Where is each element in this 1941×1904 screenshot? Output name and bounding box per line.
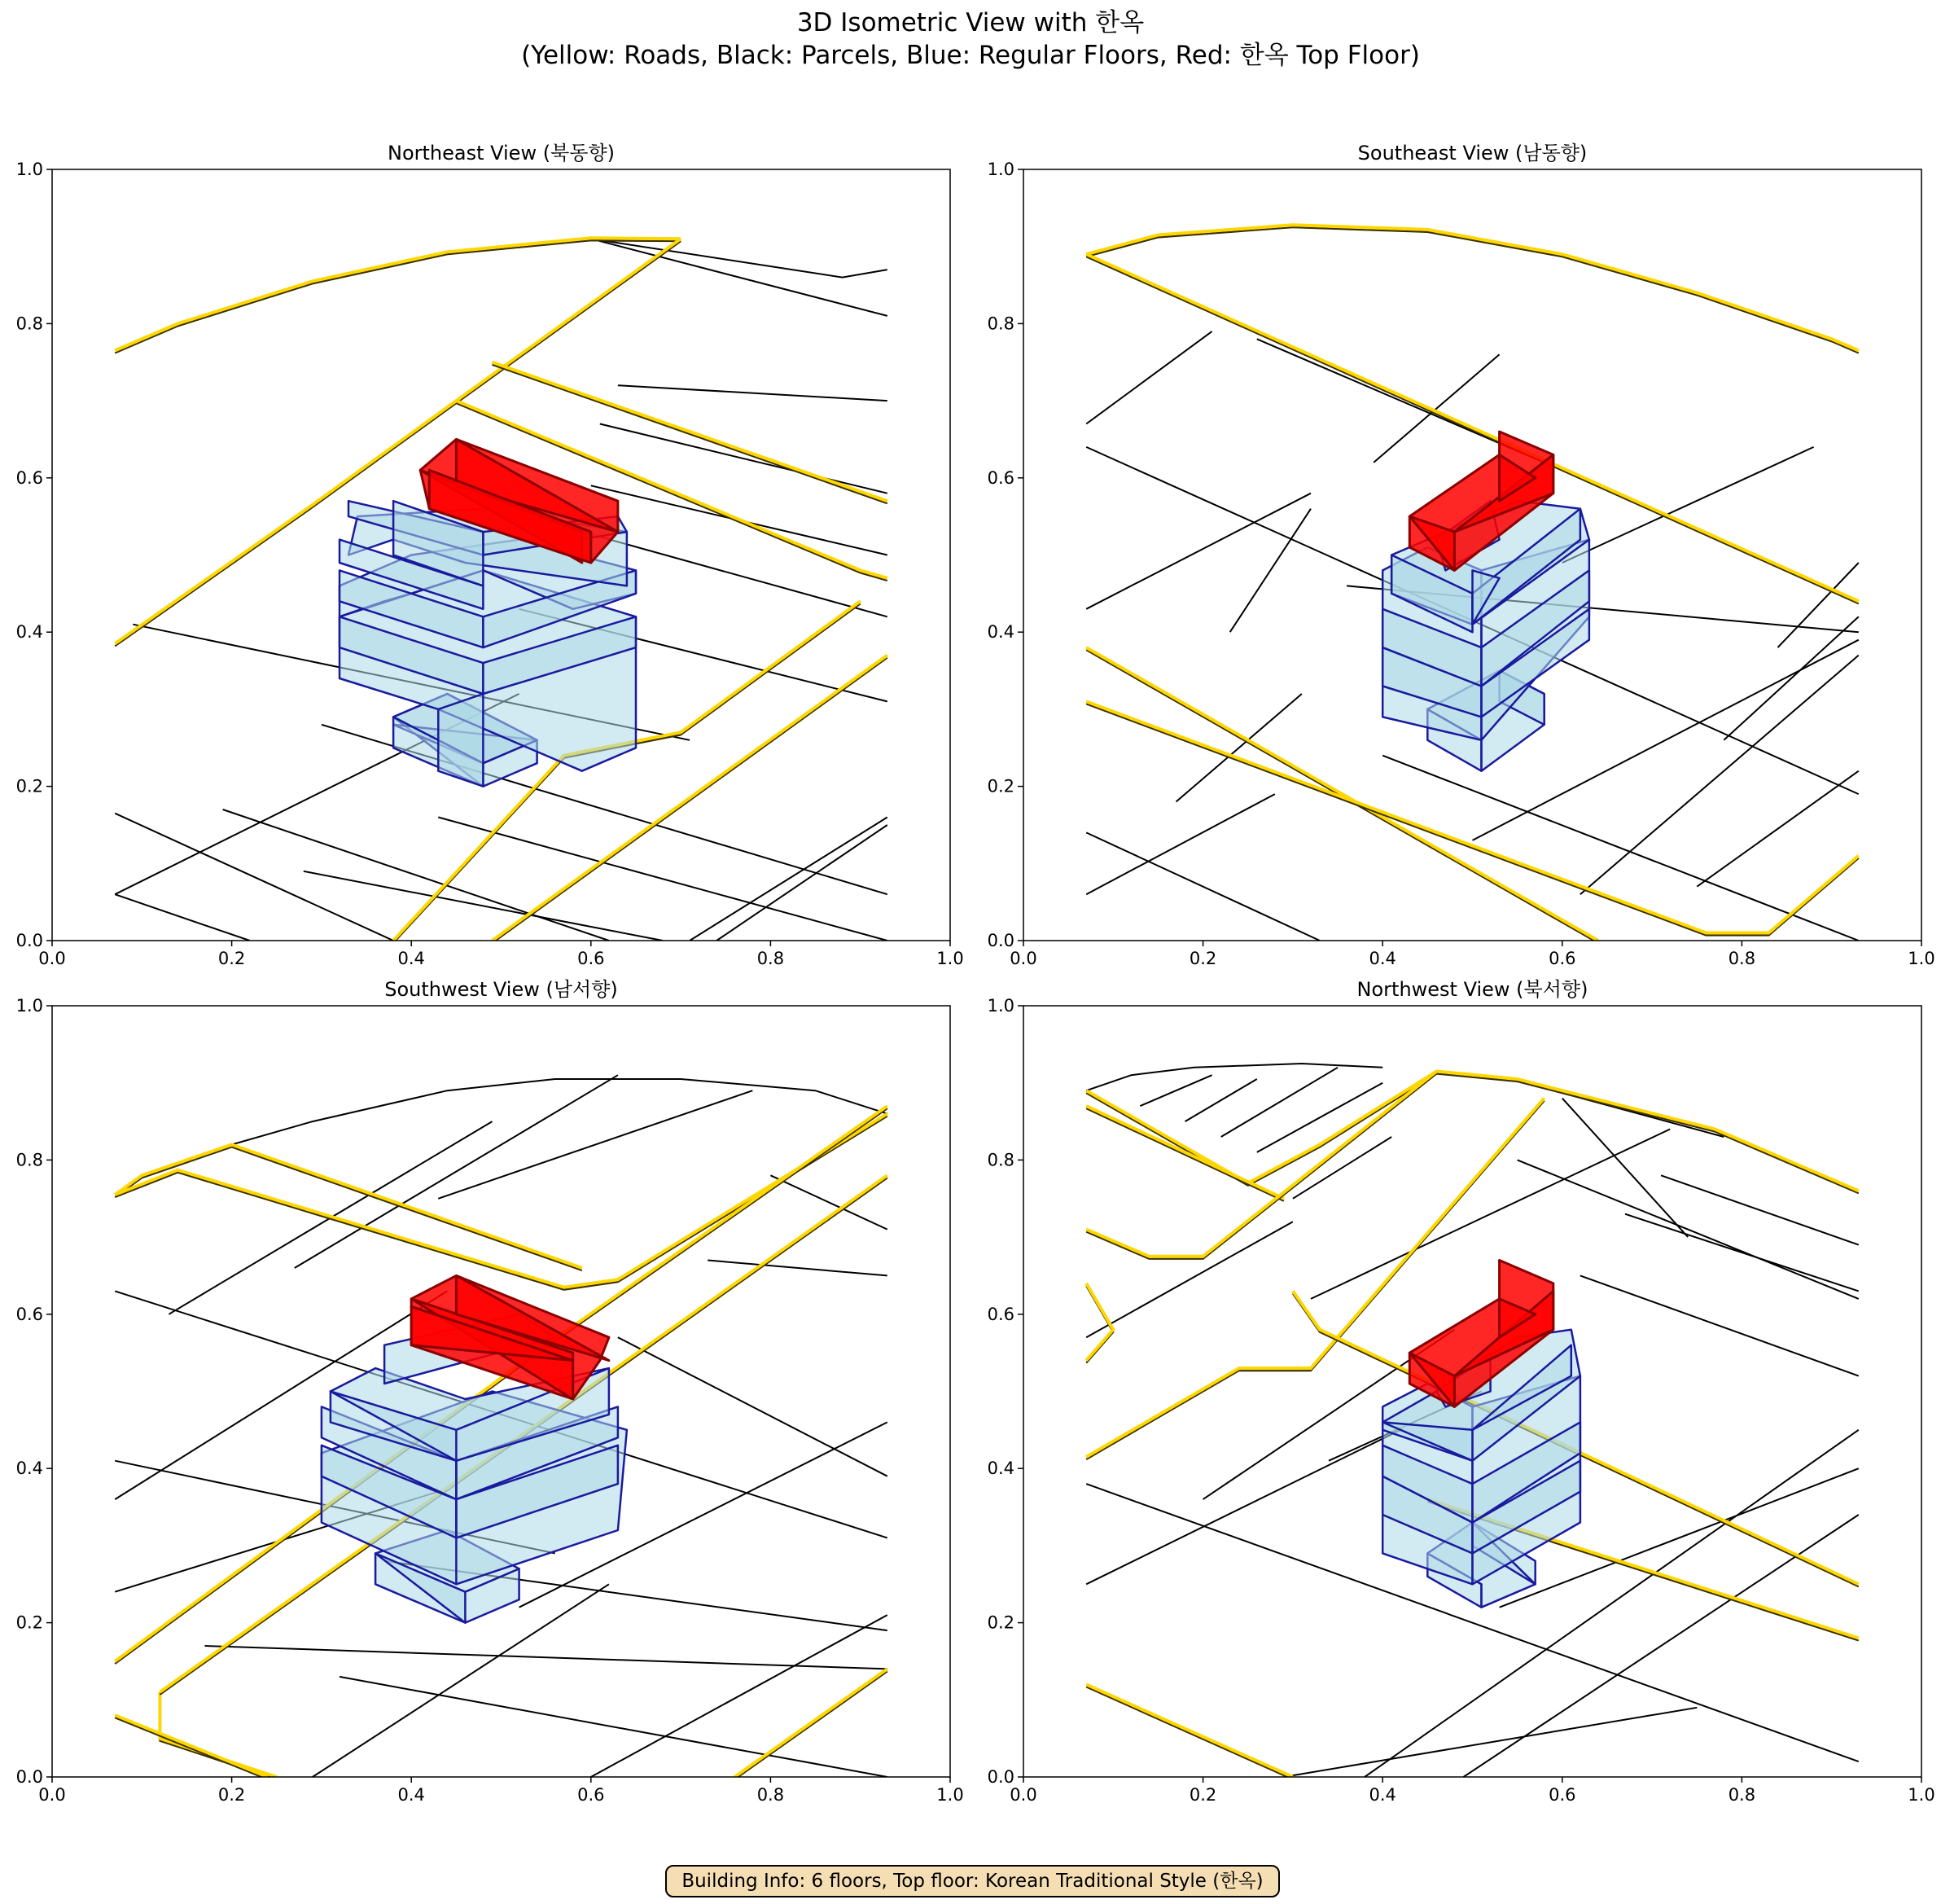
x-tick-label: 1.0	[936, 1785, 964, 1805]
x-tick-label: 0.6	[1549, 949, 1576, 968]
road-line	[1086, 1684, 1293, 1777]
road-line	[1086, 1072, 1859, 1191]
parcel-line	[1580, 1275, 1859, 1375]
y-tick-label: 0.4	[987, 622, 1014, 643]
parcel-line	[1086, 1222, 1293, 1337]
y-tick-label: 0.4	[15, 1459, 43, 1479]
parcel-line	[1086, 1430, 1400, 1585]
y-tick-label: 0.8	[987, 314, 1014, 334]
y-tick-label: 0.6	[15, 1304, 43, 1324]
y-tick-label: 0.4	[987, 1459, 1014, 1479]
parcel-line	[438, 1090, 752, 1199]
y-tick-label: 1.0	[987, 996, 1014, 1016]
parcel-line	[304, 871, 663, 941]
road-edge-line	[1086, 227, 1859, 353]
figure-title-line2: (Yellow: Roads, Black: Parcels, Blue: Regular Floors, Red: 한옥 Top Floor)	[521, 41, 1420, 70]
parcel-line	[618, 385, 887, 401]
parcel-line	[1374, 354, 1499, 463]
y-tick-label: 1.0	[15, 160, 43, 179]
x-tick-label: 0.8	[756, 949, 785, 968]
figure-title-line1: 3D Isometric View with 한옥	[796, 8, 1145, 37]
parcel-line	[618, 1337, 887, 1476]
x-tick-label: 0.8	[756, 1785, 785, 1805]
y-tick-label: 0.2	[15, 776, 43, 796]
x-tick-label: 1.0	[1908, 1785, 1935, 1805]
road-edge-line	[1086, 1074, 1859, 1194]
parcel-line	[591, 1615, 887, 1777]
panel-southwest-view	[16, 978, 964, 1805]
y-tick-label: 0.8	[987, 1150, 1014, 1170]
road-line	[1086, 1283, 1113, 1361]
x-tick-label: 0.2	[217, 949, 246, 968]
parcel-line	[1086, 494, 1311, 609]
panel-title: Northwest View (북서향)	[1356, 978, 1588, 1001]
panel-northwest-view	[988, 978, 1935, 1805]
x-tick-label: 0.6	[577, 949, 605, 968]
y-tick-label: 0.8	[15, 314, 43, 334]
x-tick-label: 1.0	[936, 949, 964, 968]
parcel-line	[1382, 756, 1859, 941]
x-tick-label: 0.6	[577, 1785, 605, 1805]
parcel-line	[1697, 771, 1859, 887]
road-edge-line	[160, 1695, 276, 1779]
road-edge-line	[1086, 1074, 1436, 1259]
road-line	[160, 1692, 276, 1777]
parcel-line	[1086, 1064, 1382, 1090]
x-tick-label: 0.2	[217, 1785, 246, 1805]
parcel-line	[1086, 794, 1275, 894]
y-tick-label: 0.6	[15, 467, 43, 488]
y-tick-label: 1.0	[987, 160, 1014, 179]
road-edge-line	[115, 1117, 887, 1290]
parcel-line	[295, 1075, 618, 1268]
x-tick-label: 0.0	[1010, 1785, 1037, 1805]
x-tick-label: 0.6	[1549, 1785, 1576, 1805]
x-tick-label: 0.0	[1010, 949, 1037, 968]
x-tick-label: 0.8	[1728, 949, 1756, 968]
road-line	[232, 1145, 582, 1269]
parcel-line	[115, 814, 393, 941]
x-tick-label: 0.2	[1189, 949, 1217, 968]
x-tick-label: 0.0	[38, 949, 66, 968]
x-tick-label: 0.0	[38, 1785, 66, 1805]
panel-title: Northeast View (북동향)	[387, 142, 616, 165]
road-edge-line	[1086, 1108, 1284, 1201]
x-tick-label: 0.4	[397, 1785, 425, 1805]
plot-area	[1086, 1064, 1859, 1779]
parcel-line	[223, 809, 609, 941]
parcel-line	[1724, 616, 1859, 740]
panel-northeast-view	[16, 142, 964, 968]
y-tick-label: 0.8	[15, 1150, 43, 1170]
y-tick-label: 0.0	[987, 931, 1014, 950]
plot-area	[115, 238, 887, 943]
plot-area	[115, 1075, 887, 1779]
road-edge-line	[115, 240, 681, 353]
regular-floor-face	[438, 694, 483, 787]
road-edge-line	[232, 1147, 582, 1271]
parcel-line	[1221, 1068, 1338, 1137]
parcel-line	[1230, 509, 1311, 633]
parcel-line	[1625, 1214, 1859, 1292]
parcel-line	[1086, 331, 1211, 424]
y-tick-label: 0.0	[15, 1767, 43, 1787]
x-tick-label: 0.4	[397, 949, 425, 968]
parcel-line	[1518, 1160, 1859, 1299]
road-line	[1086, 1072, 1436, 1257]
y-tick-label: 0.0	[15, 931, 43, 950]
y-tick-label: 0.2	[15, 1612, 43, 1633]
road-line	[115, 238, 681, 350]
panel-title: Southwest View (남서향)	[384, 978, 618, 1001]
road-line	[115, 1715, 268, 1777]
building-info-box: Building Info: 6 floors, Top floor: Korean Traditional Style (한옥)	[665, 1865, 1280, 1897]
plot-area	[1086, 225, 1859, 943]
parcel-line	[716, 825, 887, 941]
x-tick-label: 0.8	[1728, 1785, 1756, 1805]
parcel-line	[1140, 1075, 1211, 1106]
panel-title: Southeast View (남동향)	[1357, 142, 1588, 165]
parcel-line	[205, 1646, 887, 1669]
y-tick-label: 0.4	[15, 622, 43, 643]
y-tick-label: 0.6	[987, 467, 1014, 488]
panel-southeast-view	[988, 142, 1935, 968]
road-line	[1086, 1106, 1284, 1199]
parcel-line	[600, 424, 887, 494]
parcel-line	[1562, 447, 1814, 563]
parcel-line	[690, 818, 887, 941]
road-edge-line	[1086, 1687, 1293, 1779]
road-line	[1086, 225, 1859, 350]
x-tick-label: 1.0	[1908, 949, 1935, 968]
road-edge-line	[115, 1718, 268, 1779]
parcel-line	[708, 1261, 887, 1276]
y-tick-label: 0.0	[987, 1767, 1014, 1787]
y-tick-label: 0.2	[987, 776, 1014, 796]
parcel-line	[115, 894, 250, 941]
parcel-line	[1661, 1175, 1859, 1244]
y-tick-label: 0.6	[987, 1304, 1014, 1324]
parcel-line	[1778, 563, 1859, 647]
y-tick-label: 1.0	[15, 996, 43, 1016]
parcel-line	[1284, 1708, 1697, 1777]
road-line	[115, 1114, 887, 1288]
x-tick-label: 0.4	[1369, 1785, 1396, 1805]
parcel-line	[1185, 1079, 1257, 1121]
parcel-line	[1086, 832, 1320, 941]
parcel-line	[438, 818, 887, 941]
x-tick-label: 0.4	[1369, 949, 1396, 968]
parcel-line	[770, 1175, 887, 1229]
y-tick-label: 0.2	[987, 1612, 1014, 1633]
x-tick-label: 0.2	[1189, 1785, 1217, 1805]
parcel-line	[232, 1079, 887, 1145]
